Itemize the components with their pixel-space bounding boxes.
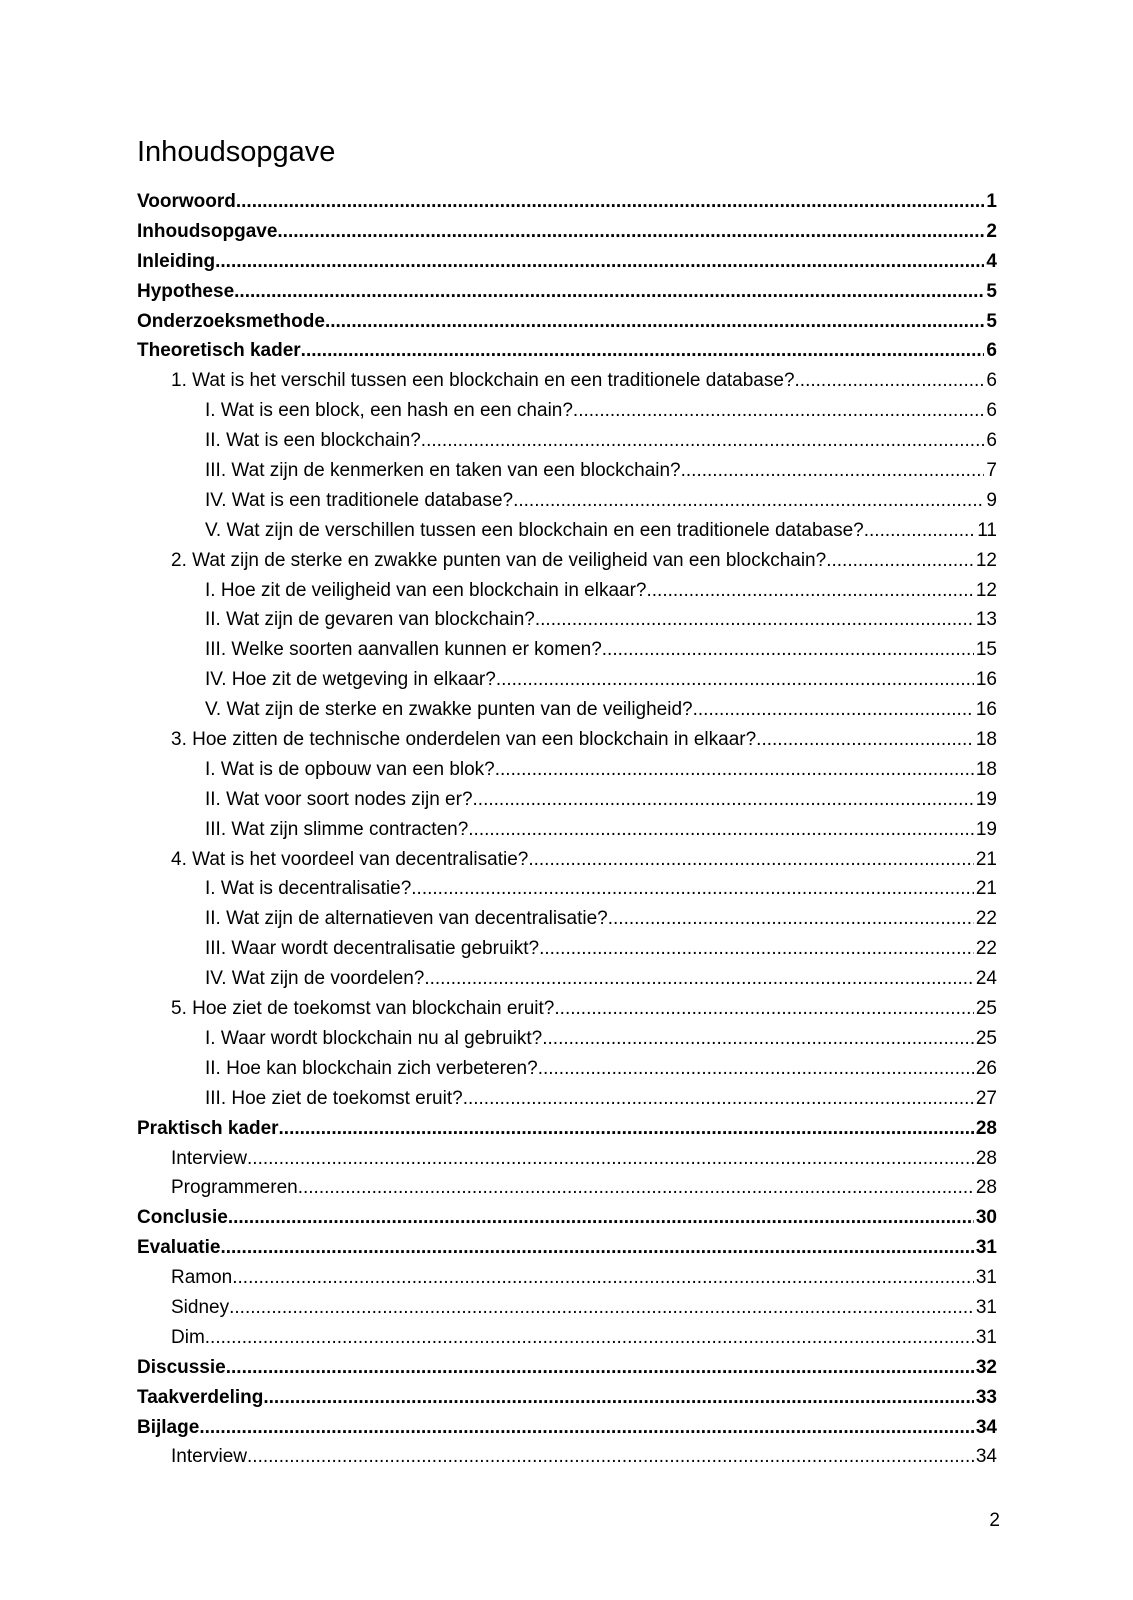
toc-entry-page: 25 [975, 1027, 997, 1049]
toc-entry-label: I. Wat is de opbouw van een blok? [205, 758, 495, 780]
toc-entry[interactable] [137, 576, 997, 606]
toc-dot-leader [535, 605, 974, 635]
toc-entry[interactable] [137, 1203, 997, 1233]
toc-dot-leader [864, 516, 976, 546]
toc-entry-page: 16 [975, 669, 997, 691]
toc-dot-leader [756, 725, 974, 755]
toc-dot-leader [542, 1024, 974, 1054]
toc-entry-label: II. Wat voor soort nodes zijn er? [205, 788, 473, 810]
toc-entry[interactable] [137, 1173, 997, 1203]
toc-dot-leader [608, 904, 974, 934]
toc-entry-label: Bijlage [137, 1416, 200, 1438]
toc-entry-label: Ramon [171, 1267, 233, 1289]
toc-entry-page: 19 [975, 818, 997, 840]
toc-entry-label: V. Wat zijn de verschillen tussen een blockchain en een traditionele database? [205, 519, 864, 541]
toc-entry[interactable] [137, 217, 997, 247]
toc-dot-leader [263, 1383, 973, 1413]
toc-entry-label: III. Welke soorten aanvallen kunnen er komen? [205, 639, 602, 661]
toc-entry[interactable] [137, 1353, 997, 1383]
toc-entry[interactable] [137, 665, 997, 695]
toc-entry-page: 12 [975, 549, 997, 571]
toc-entry-page: 2 [986, 220, 997, 242]
toc-entry-page: 7 [986, 460, 997, 482]
toc-entry-page: 21 [975, 848, 997, 870]
toc-entry[interactable] [137, 396, 997, 426]
toc-entry[interactable] [137, 1383, 997, 1413]
toc-entry[interactable] [137, 845, 997, 875]
toc-dot-leader [538, 1054, 974, 1084]
toc-entry[interactable] [137, 366, 997, 396]
toc-entry-label: 3. Hoe zitten de technische onderdelen van een blockchain in elkaar? [171, 729, 757, 751]
toc-entry[interactable] [137, 1024, 997, 1054]
toc-dot-leader [205, 1323, 974, 1353]
toc-entry[interactable] [137, 486, 997, 516]
toc-dot-leader [826, 546, 974, 576]
toc-entry-page: 5 [986, 280, 997, 302]
toc-entry[interactable] [137, 725, 997, 755]
toc-dot-leader [424, 964, 974, 994]
toc-dot-leader [232, 1263, 974, 1293]
toc-dot-leader [496, 665, 974, 695]
toc-entry[interactable] [137, 247, 997, 277]
toc-entry-page: 22 [975, 938, 997, 960]
toc-dot-leader [220, 1233, 973, 1263]
toc-entry-page: 16 [975, 699, 997, 721]
toc-entry-label: Programmeren [171, 1177, 298, 1199]
toc-entry-page: 25 [975, 998, 997, 1020]
toc-entry[interactable] [137, 1263, 997, 1293]
toc-entry-page: 6 [986, 430, 997, 452]
toc-entry-page: 26 [975, 1057, 997, 1079]
toc-dot-leader [229, 1293, 974, 1323]
toc-dot-leader [468, 815, 974, 845]
toc-entry-label: Inleiding [137, 250, 216, 272]
toc-entry-page: 32 [975, 1356, 997, 1378]
toc-entry-label: Theoretisch kader [137, 340, 301, 362]
toc-entry-label: 5. Hoe ziet de toekomst van blockchain eruit? [171, 998, 555, 1020]
toc-dot-leader [539, 934, 974, 964]
toc-entry-label: IV. Wat is een traditionele database? [205, 489, 514, 511]
toc-entry-label: III. Waar wordt decentralisatie gebruikt? [205, 938, 540, 960]
toc-entry-page: 31 [975, 1237, 997, 1259]
toc-entry-label: V. Wat zijn de sterke en zwakke punten van de veiligheid? [205, 699, 693, 721]
toc-entry-page: 6 [986, 400, 997, 422]
toc-entry[interactable] [137, 1144, 997, 1174]
toc-entry[interactable] [137, 1442, 997, 1472]
toc-entry-page: 6 [986, 370, 997, 392]
toc-entry-page: 6 [986, 340, 997, 362]
toc-dot-leader [693, 695, 974, 725]
toc-entry[interactable] [137, 934, 997, 964]
toc-entry-label: Taakverdeling [137, 1386, 264, 1408]
toc-entry-page: 1 [986, 191, 997, 212]
toc-entry-label: 1. Wat is het verschil tussen een blockchain en een traditionele database? [171, 370, 795, 392]
toc-entry-label: Onderzoeksmethode [137, 310, 325, 332]
toc-entry[interactable] [137, 426, 997, 456]
toc-entry-label: Interview [171, 1446, 248, 1468]
toc-entry-label: Praktisch kader [137, 1117, 279, 1139]
toc-entry-label: Discussie [137, 1356, 226, 1378]
toc-entry[interactable] [137, 785, 997, 815]
toc-entry-page: 31 [975, 1326, 997, 1348]
toc-dot-leader [234, 277, 984, 307]
toc-entry-page: 18 [975, 729, 997, 751]
toc-entry[interactable] [137, 187, 997, 217]
toc-entry-page: 28 [975, 1177, 997, 1199]
toc-entry-page: 13 [975, 609, 997, 631]
toc-entry-page: 34 [975, 1416, 997, 1438]
toc-entry-page: 11 [977, 519, 997, 541]
toc-entry-label: III. Wat zijn slimme contracten? [205, 818, 469, 840]
toc-entry-page: 19 [975, 788, 997, 810]
toc-entry-label: Conclusie [137, 1207, 228, 1229]
toc-entry-label: 4. Wat is het voordeel van decentralisatie? [171, 848, 529, 870]
toc-entry-label: I. Wat is decentralisatie? [205, 878, 412, 900]
toc-dot-leader [228, 1203, 974, 1233]
toc-entry-label: I. Wat is een block, een hash en een chain? [205, 400, 573, 422]
toc-entry-page: 24 [975, 968, 997, 990]
toc-entry-label: II. Wat is een blockchain? [205, 430, 421, 452]
toc-entry[interactable] [137, 516, 997, 546]
toc-entry-label: IV. Hoe zit de wetgeving in elkaar? [205, 669, 496, 691]
toc-entry[interactable] [137, 336, 997, 366]
toc-entry-label: Evaluatie [137, 1237, 221, 1259]
toc-dot-leader [554, 994, 973, 1024]
toc-entry-label: II. Wat zijn de gevaren van blockchain? [205, 609, 535, 631]
toc-entry[interactable] [137, 1084, 997, 1114]
toc-dot-leader [795, 366, 985, 396]
toc-dot-leader [463, 1084, 974, 1114]
toc-dot-leader [473, 785, 974, 815]
toc-entry[interactable] [137, 815, 997, 845]
toc-dot-leader [301, 336, 985, 366]
toc-entry-label: Dim [171, 1326, 205, 1348]
toc-entry-label: Voorwoord [137, 191, 236, 212]
toc-entry-page: 18 [975, 758, 997, 780]
toc-entry[interactable] [137, 994, 997, 1024]
toc-entry-page: 21 [975, 878, 997, 900]
toc-entry[interactable] [137, 546, 997, 576]
toc-entry-page: 4 [986, 250, 997, 272]
toc-entry[interactable] [137, 277, 997, 307]
toc-entry[interactable] [137, 635, 997, 665]
toc-entry[interactable] [137, 1054, 997, 1084]
toc-entry-page: 31 [975, 1267, 997, 1289]
toc-entry-label: Hypothese [137, 280, 235, 302]
toc-dot-leader [602, 635, 974, 665]
page-title: Inhoudsopgave [137, 136, 336, 168]
toc-entry[interactable] [137, 1233, 997, 1263]
toc-entry-page: 22 [975, 908, 997, 930]
toc-entry-label: 2. Wat zijn de sterke en zwakke punten van de veiligheid van een blockchain? [171, 549, 827, 571]
toc-dot-leader [411, 874, 974, 904]
toc-entry[interactable] [137, 755, 997, 785]
toc-entry[interactable] [137, 695, 997, 725]
toc-dot-leader [247, 1144, 974, 1174]
toc-dot-leader [647, 576, 974, 606]
toc-entry-page: 12 [975, 579, 997, 601]
toc-dot-leader [226, 1353, 974, 1383]
toc-entry-label: IV. Wat zijn de voordelen? [205, 968, 425, 990]
toc-entry-label: III. Wat zijn de kenmerken en taken van een blockchain? [205, 460, 681, 482]
toc-entry-page: 15 [975, 639, 997, 661]
toc-entry-label: Sidney [171, 1296, 230, 1318]
toc-entry-page: 27 [975, 1087, 997, 1109]
toc-entry[interactable] [137, 456, 997, 486]
page-number: 2 [989, 1510, 1000, 1531]
toc-dot-leader [298, 1173, 974, 1203]
toc-entry-page: 34 [975, 1446, 997, 1468]
toc-entry-label: II. Wat zijn de alternatieven van decentralisatie? [205, 908, 608, 930]
toc-entry-page: 33 [975, 1386, 997, 1408]
toc-entry[interactable] [137, 964, 997, 994]
toc-dot-leader [528, 845, 974, 875]
toc-entry-label: I. Hoe zit de veiligheid van een blockchain in elkaar? [205, 579, 647, 601]
table-of-contents [137, 187, 997, 1472]
toc-dot-leader [247, 1442, 974, 1472]
toc-dot-leader [495, 755, 974, 785]
toc-entry-page: 31 [975, 1296, 997, 1318]
toc-entry-label: III. Hoe ziet de toekomst eruit? [205, 1087, 463, 1109]
toc-dot-leader [236, 187, 985, 217]
toc-dot-leader [215, 247, 984, 277]
toc-entry[interactable] [137, 307, 997, 337]
toc-entry[interactable] [137, 605, 997, 635]
toc-entry[interactable] [137, 1114, 997, 1144]
toc-dot-leader [279, 1114, 974, 1144]
toc-entry-page: 28 [975, 1117, 997, 1139]
toc-entry-label: II. Hoe kan blockchain zich verbeteren? [205, 1057, 538, 1079]
toc-dot-leader [573, 396, 985, 426]
toc-entry-page: 5 [986, 310, 997, 332]
toc-entry[interactable] [137, 874, 997, 904]
toc-entry-label: Interview [171, 1147, 248, 1169]
toc-entry-page: 28 [975, 1147, 997, 1169]
toc-entry[interactable] [137, 904, 997, 934]
toc-entry[interactable] [137, 1293, 997, 1323]
toc-entry-page: 30 [975, 1207, 997, 1229]
toc-entry[interactable] [137, 1413, 997, 1443]
toc-entry[interactable] [137, 1323, 997, 1353]
toc-dot-leader [513, 486, 984, 516]
toc-dot-leader [421, 426, 985, 456]
toc-entry-page: 9 [986, 489, 997, 511]
toc-dot-leader [681, 456, 985, 486]
toc-dot-leader [199, 1413, 974, 1443]
toc-dot-leader [277, 217, 984, 247]
toc-entry-label: I. Waar wordt blockchain nu al gebruikt? [205, 1027, 543, 1049]
toc-entry-label: Inhoudsopgave [137, 220, 278, 242]
toc-dot-leader [325, 307, 984, 337]
